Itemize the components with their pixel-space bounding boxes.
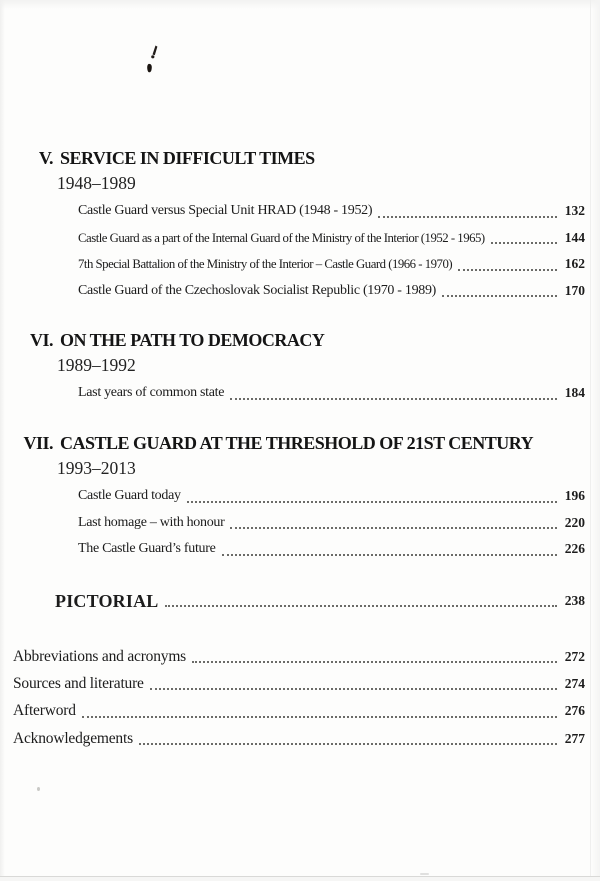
toc-entry-label: Last homage – with honour	[78, 514, 225, 530]
toc-entry-label: The Castle Guard’s future	[78, 541, 216, 557]
toc-entry-page: 220	[564, 514, 585, 530]
back-matter	[13, 643, 585, 752]
toc-entry-page: 274	[564, 676, 585, 692]
toc-entry	[78, 198, 585, 225]
dot-leader	[150, 688, 557, 690]
dot-leader	[222, 554, 557, 556]
toc-entry-page: 196	[564, 487, 585, 503]
toc-entry	[78, 278, 585, 305]
dot-leader	[230, 398, 557, 400]
dot-leader	[187, 501, 557, 503]
toc-entry	[78, 510, 585, 537]
dot-leader	[139, 743, 557, 745]
section-heading	[13, 430, 585, 456]
toc-entry-label: Abbreviations and acronyms	[13, 647, 187, 665]
toc-entry-label: Castle Guard today	[78, 487, 181, 503]
section-heading	[13, 145, 585, 171]
dot-leader	[491, 242, 557, 244]
section-entries	[78, 380, 585, 407]
dot-leader	[165, 605, 558, 607]
toc-entry-page: 184	[564, 385, 585, 401]
toc-entry	[78, 483, 585, 510]
toc-entry-label: Castle Guard versus Special Unit HRAD (1948 - 1952)	[78, 203, 373, 218]
toc-entry	[13, 725, 585, 752]
toc-entry-page: 132	[564, 203, 585, 218]
toc-entry	[13, 697, 585, 724]
section-title: ON THE PATH TO DEMOCRACY	[60, 330, 325, 351]
toc-entry	[13, 670, 585, 697]
pictorial-label: PICTORIAL	[55, 590, 159, 611]
dot-leader	[378, 216, 557, 218]
toc-entry-label: Last years of common state	[78, 385, 225, 401]
toc-entry-label: 7th Special Battalion of the Ministry of the Interior – Castle Guard (1966 - 1970)	[78, 257, 453, 272]
section-entries	[78, 483, 585, 563]
toc-entry-page: 170	[564, 282, 585, 298]
section-entries	[78, 198, 585, 304]
section-number: VI.	[29, 330, 53, 351]
dot-leader	[458, 269, 557, 271]
section-number: V.	[38, 148, 53, 168]
section-title: CASTLE GUARD AT THE THRESHOLD OF 21ST CENTURY	[60, 432, 534, 453]
toc-entry	[78, 536, 585, 563]
toc-section-vi	[13, 327, 585, 407]
toc-entry-page: 272	[564, 648, 585, 664]
section-years: 1989–1992	[57, 355, 136, 376]
toc-entry-page: 144	[564, 229, 585, 245]
section-number: VII.	[23, 432, 53, 453]
toc-entry-page: 162	[564, 256, 585, 272]
toc-entry-page: 226	[564, 541, 585, 557]
toc-entry-label: Acknowledgements	[13, 729, 133, 747]
section-years: 1993–2013	[57, 457, 136, 478]
toc-entry-page: 277	[564, 730, 585, 746]
section-years: 1948–1989	[57, 173, 136, 193]
toc-entry-pictorial	[55, 588, 585, 614]
dot-leader	[442, 295, 557, 297]
toc-entry-page: 238	[564, 592, 585, 608]
section-title: SERVICE IN DIFFICULT TIMES	[60, 148, 315, 168]
toc-entry-page: 276	[564, 703, 585, 719]
toc-entry	[78, 380, 585, 407]
toc-entry	[78, 251, 585, 278]
toc-entry	[13, 643, 585, 670]
toc-section-v	[13, 145, 585, 304]
toc-entry-label: Sources and literature	[13, 675, 144, 693]
toc-entry	[78, 225, 585, 252]
toc-entry-label: Afterword	[13, 702, 76, 720]
dot-leader	[82, 716, 557, 718]
dot-leader	[192, 661, 557, 663]
toc-entry-label: Castle Guard as a part of the Internal Guard of the Ministry of the Interior (1952 - 1965)	[78, 230, 485, 245]
toc-section-vii	[13, 430, 585, 563]
dot-leader	[230, 527, 557, 529]
section-heading	[13, 327, 585, 353]
toc-entry-label: Castle Guard of the Czechoslovak Socialist Republic (1970 - 1989)	[78, 282, 437, 298]
